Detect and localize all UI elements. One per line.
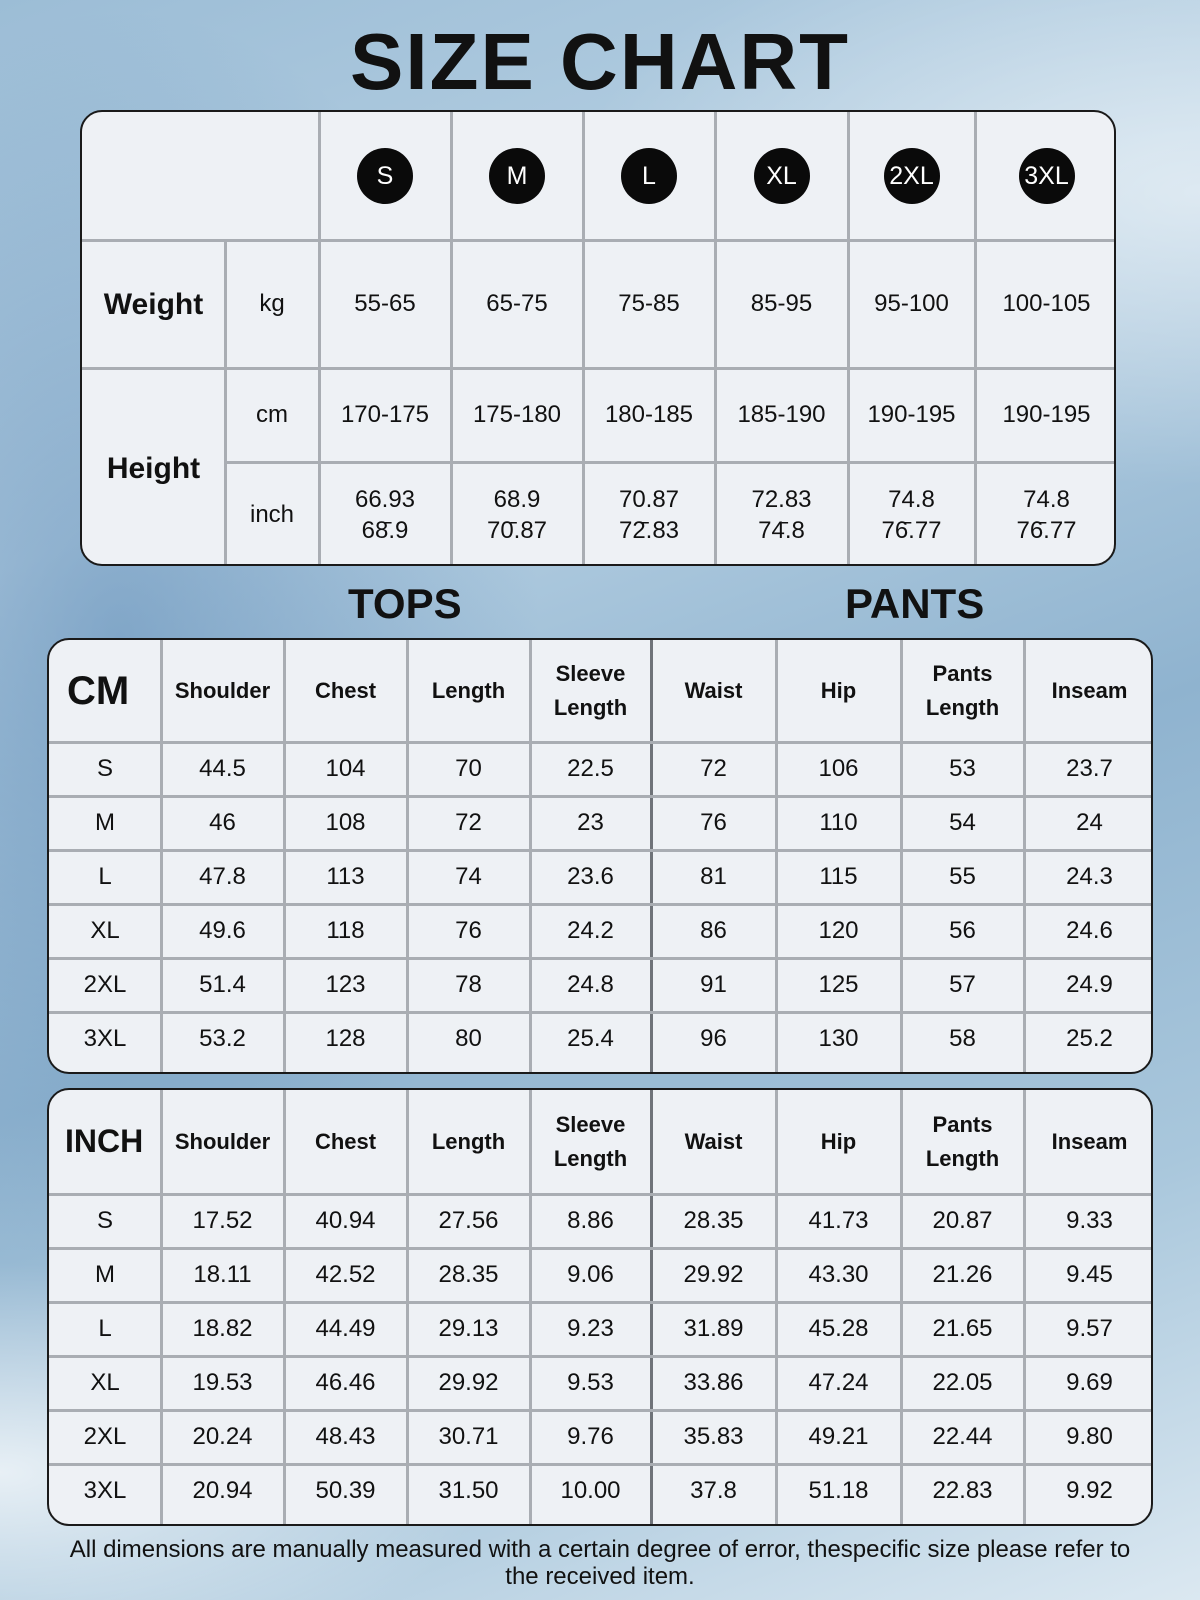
size-header-2xl — [848, 112, 975, 240]
size-label: S — [96, 1207, 113, 1235]
size-label: S — [96, 755, 113, 783]
measurement-value: 9.92 — [1066, 1477, 1113, 1505]
column-header-sleeve-length: Sleeve Length — [553, 661, 628, 720]
column-header-chest: Chest — [314, 1129, 377, 1154]
tops-heading: TOPS — [348, 580, 462, 627]
size-label: 3XL — [83, 1025, 127, 1053]
measurement-value: 49.6 — [199, 917, 246, 945]
size-label: XL — [90, 1369, 120, 1397]
measurement-value: 23.7 — [1066, 755, 1113, 783]
page-title: SIZE CHART — [350, 17, 850, 106]
size-label: L — [98, 863, 112, 891]
size-header-3xl — [975, 112, 1116, 240]
measurement-value: 113 — [326, 863, 365, 891]
measurement-value: 9.69 — [1066, 1369, 1113, 1397]
measurement-value: 25.4 — [567, 1025, 614, 1053]
measurement-value: 23 — [577, 809, 604, 837]
measurement-value: 8.86 — [567, 1207, 614, 1235]
measurement-value: 20.94 — [192, 1477, 253, 1505]
measurement-value: 20.87 — [932, 1207, 993, 1235]
measurement-value: 53 — [949, 755, 976, 783]
size-label: M — [95, 809, 115, 837]
size-badge: XL — [754, 148, 810, 204]
measurement-value: 29.92 — [683, 1261, 744, 1289]
measurement-value: 9.23 — [567, 1315, 614, 1343]
height-inch-value: 70.87 72̄.83 — [618, 485, 680, 544]
measurement-value: 9.80 — [1066, 1423, 1113, 1451]
height-cm-value: 185-190 — [737, 401, 826, 429]
measurement-value: 56 — [949, 917, 976, 945]
column-header-hip: Hip — [820, 678, 857, 703]
measurement-value: 49.21 — [808, 1423, 869, 1451]
size-label: 2XL — [83, 971, 127, 999]
unit-label: CM — [67, 669, 130, 713]
weight-value: 65-75 — [486, 290, 548, 318]
size-badge: 2XL — [884, 148, 940, 204]
pants-heading: PANTS — [845, 580, 985, 627]
measurement-value: 28.35 — [438, 1261, 499, 1289]
measurement-value: 31.89 — [683, 1315, 744, 1343]
column-header-pants-length: Pants Length — [925, 1112, 1000, 1171]
measurement-value: 25.2 — [1066, 1025, 1113, 1053]
measurement-value: 29.13 — [438, 1315, 499, 1343]
measurement-value: 9.45 — [1066, 1261, 1113, 1289]
weight-label: Weight — [103, 287, 204, 321]
column-header-shoulder: Shoulder — [174, 678, 271, 703]
measurement-value: 123 — [325, 971, 366, 999]
measurement-value: 35.83 — [683, 1423, 744, 1451]
column-header-hip: Hip — [820, 1129, 857, 1154]
measurement-value: 41.73 — [808, 1207, 869, 1235]
column-header-inseam: Inseam — [1051, 678, 1128, 703]
size-label: 3XL — [83, 1477, 127, 1505]
measurement-value: 106 — [818, 755, 859, 783]
size-header-l — [583, 112, 715, 240]
measurement-value: 29.92 — [438, 1369, 499, 1397]
measurement-disclaimer: All dimensions are manually measured with a certain degree of error, thespecific size please refer to the received item. — [69, 1536, 1131, 1590]
measurement-value: 72 — [455, 809, 482, 837]
measurement-value: 104 — [325, 755, 366, 783]
measurement-value: 31.50 — [438, 1477, 499, 1505]
measurement-value: 20.24 — [192, 1423, 253, 1451]
column-header-shoulder: Shoulder — [174, 1129, 271, 1154]
measurement-value: 50.39 — [315, 1477, 376, 1505]
measurement-value: 24.6 — [1066, 917, 1113, 945]
weight-height-table — [80, 110, 1116, 566]
column-header-waist: Waist — [684, 678, 743, 703]
measurement-value: 9.76 — [567, 1423, 614, 1451]
measurement-value: 108 — [325, 809, 366, 837]
measurement-value: 9.57 — [1066, 1315, 1113, 1343]
measurement-value: 70 — [455, 755, 482, 783]
column-header-inseam: Inseam — [1051, 1129, 1128, 1154]
measurement-value: 74 — [455, 863, 482, 891]
height-cm-value: 170-175 — [340, 401, 430, 429]
measurement-value: 10.00 — [560, 1477, 621, 1505]
weight-value: 100-105 — [1002, 290, 1091, 318]
measurement-value: 24.9 — [1066, 971, 1113, 999]
measurement-value: 51.18 — [808, 1477, 869, 1505]
column-header-chest: Chest — [314, 678, 377, 703]
measurement-value: 51.4 — [199, 971, 246, 999]
height-inch-value: 74.8 76̄.77 — [881, 485, 942, 544]
height-cm-value: 180-185 — [604, 401, 694, 429]
measurement-value: 55 — [949, 863, 976, 891]
height-cm-value: 190-195 — [1002, 401, 1091, 429]
height-inch-value: 68.9 70̄.87 — [486, 485, 548, 544]
measurement-value: 91 — [700, 971, 727, 999]
height-inch-value: 72.83 74̄.8 — [751, 485, 812, 544]
measurement-value: 24.3 — [1066, 863, 1113, 891]
measurement-value: 42.52 — [315, 1261, 376, 1289]
measurement-value: 96 — [700, 1025, 727, 1053]
column-header-sleeve-length: Sleeve Length — [553, 1112, 628, 1171]
measurement-value: 23.6 — [567, 863, 614, 891]
weight-value: 55-65 — [354, 290, 416, 318]
measurement-value: 18.11 — [193, 1261, 252, 1289]
measurement-value: 9.33 — [1066, 1207, 1113, 1235]
weight-value: 75-85 — [618, 290, 680, 318]
height-inch-unit: inch — [249, 501, 295, 529]
height-cm-unit: cm — [256, 401, 288, 429]
inch-measurement-table — [47, 1088, 1153, 1526]
measurement-value: 17.52 — [192, 1207, 253, 1235]
measurement-value: 110 — [819, 809, 858, 837]
measurement-value: 80 — [455, 1025, 482, 1053]
measurement-value: 43.30 — [808, 1261, 869, 1289]
measurement-value: 72 — [700, 755, 727, 783]
size-label: M — [95, 1261, 115, 1289]
height-inch-value: 74.8 76̄.77 — [1016, 485, 1077, 544]
column-header-length: Length — [431, 678, 506, 703]
measurement-value: 125 — [818, 971, 859, 999]
measurement-value: 128 — [325, 1025, 366, 1053]
measurement-value: 33.86 — [683, 1369, 744, 1397]
height-inch-value: 66.93 68̄.9 — [354, 485, 416, 544]
measurement-value: 28.35 — [683, 1207, 744, 1235]
measurement-value: 46 — [209, 809, 236, 837]
measurement-value: 24.8 — [567, 971, 614, 999]
weight-unit: kg — [259, 290, 285, 318]
height-label: Height — [106, 451, 201, 485]
size-badge: L — [621, 148, 677, 204]
size-badge: M — [489, 148, 545, 204]
measurement-value: 22.44 — [932, 1423, 993, 1451]
measurement-value: 44.5 — [199, 755, 246, 783]
size-badge: S — [357, 148, 413, 204]
column-header-length: Length — [431, 1129, 506, 1154]
column-header-pants-length: Pants Length — [925, 661, 1000, 720]
measurement-value: 24 — [1076, 809, 1103, 837]
size-header-xl — [715, 112, 848, 240]
measurement-value: 54 — [949, 809, 976, 837]
measurement-value: 40.94 — [315, 1207, 376, 1235]
weight-value: 95-100 — [874, 290, 949, 318]
measurement-value: 22.05 — [932, 1369, 993, 1397]
measurement-value: 53.2 — [199, 1025, 246, 1053]
measurement-value: 18.82 — [192, 1315, 253, 1343]
measurement-value: 58 — [949, 1025, 976, 1053]
measurement-value: 37.8 — [690, 1477, 737, 1505]
measurement-value: 118 — [326, 917, 365, 945]
measurement-value: 120 — [818, 917, 859, 945]
measurement-value: 76 — [700, 809, 727, 837]
measurement-value: 78 — [455, 971, 482, 999]
measurement-value: 19.53 — [192, 1369, 253, 1397]
measurement-value: 21.26 — [932, 1261, 993, 1289]
unit-label: INCH — [65, 1123, 144, 1160]
measurement-value: 47.8 — [199, 863, 246, 891]
weight-value: 85-95 — [750, 290, 813, 318]
measurement-value: 57 — [949, 971, 976, 999]
measurement-value: 27.56 — [438, 1207, 499, 1235]
measurement-value: 47.24 — [808, 1369, 869, 1397]
measurement-value: 21.65 — [932, 1315, 993, 1343]
measurement-value: 22.5 — [567, 755, 614, 783]
measurement-value: 115 — [819, 863, 858, 891]
measurement-value: 81 — [700, 863, 727, 891]
size-header-s — [319, 112, 451, 240]
measurement-value: 130 — [818, 1025, 859, 1053]
size-header-m — [451, 112, 583, 240]
height-cm-value: 175-180 — [472, 401, 562, 429]
measurement-value: 48.43 — [315, 1423, 376, 1451]
measurement-value: 44.49 — [315, 1315, 376, 1343]
size-badge: 3XL — [1019, 148, 1075, 204]
size-label: XL — [90, 917, 120, 945]
measurement-value: 45.28 — [808, 1315, 869, 1343]
measurement-value: 9.06 — [567, 1261, 614, 1289]
height-cm-value: 190-195 — [867, 401, 956, 429]
measurement-value: 46.46 — [315, 1369, 376, 1397]
measurement-value: 9.53 — [567, 1369, 614, 1397]
size-label: L — [98, 1315, 112, 1343]
measurement-value: 86 — [700, 917, 727, 945]
measurement-value: 76 — [455, 917, 482, 945]
measurement-value: 24.2 — [567, 917, 614, 945]
cm-measurement-table — [47, 638, 1153, 1074]
column-header-waist: Waist — [684, 1129, 743, 1154]
size-label: 2XL — [83, 1423, 127, 1451]
measurement-value: 22.83 — [932, 1477, 993, 1505]
measurement-value: 30.71 — [438, 1423, 499, 1451]
